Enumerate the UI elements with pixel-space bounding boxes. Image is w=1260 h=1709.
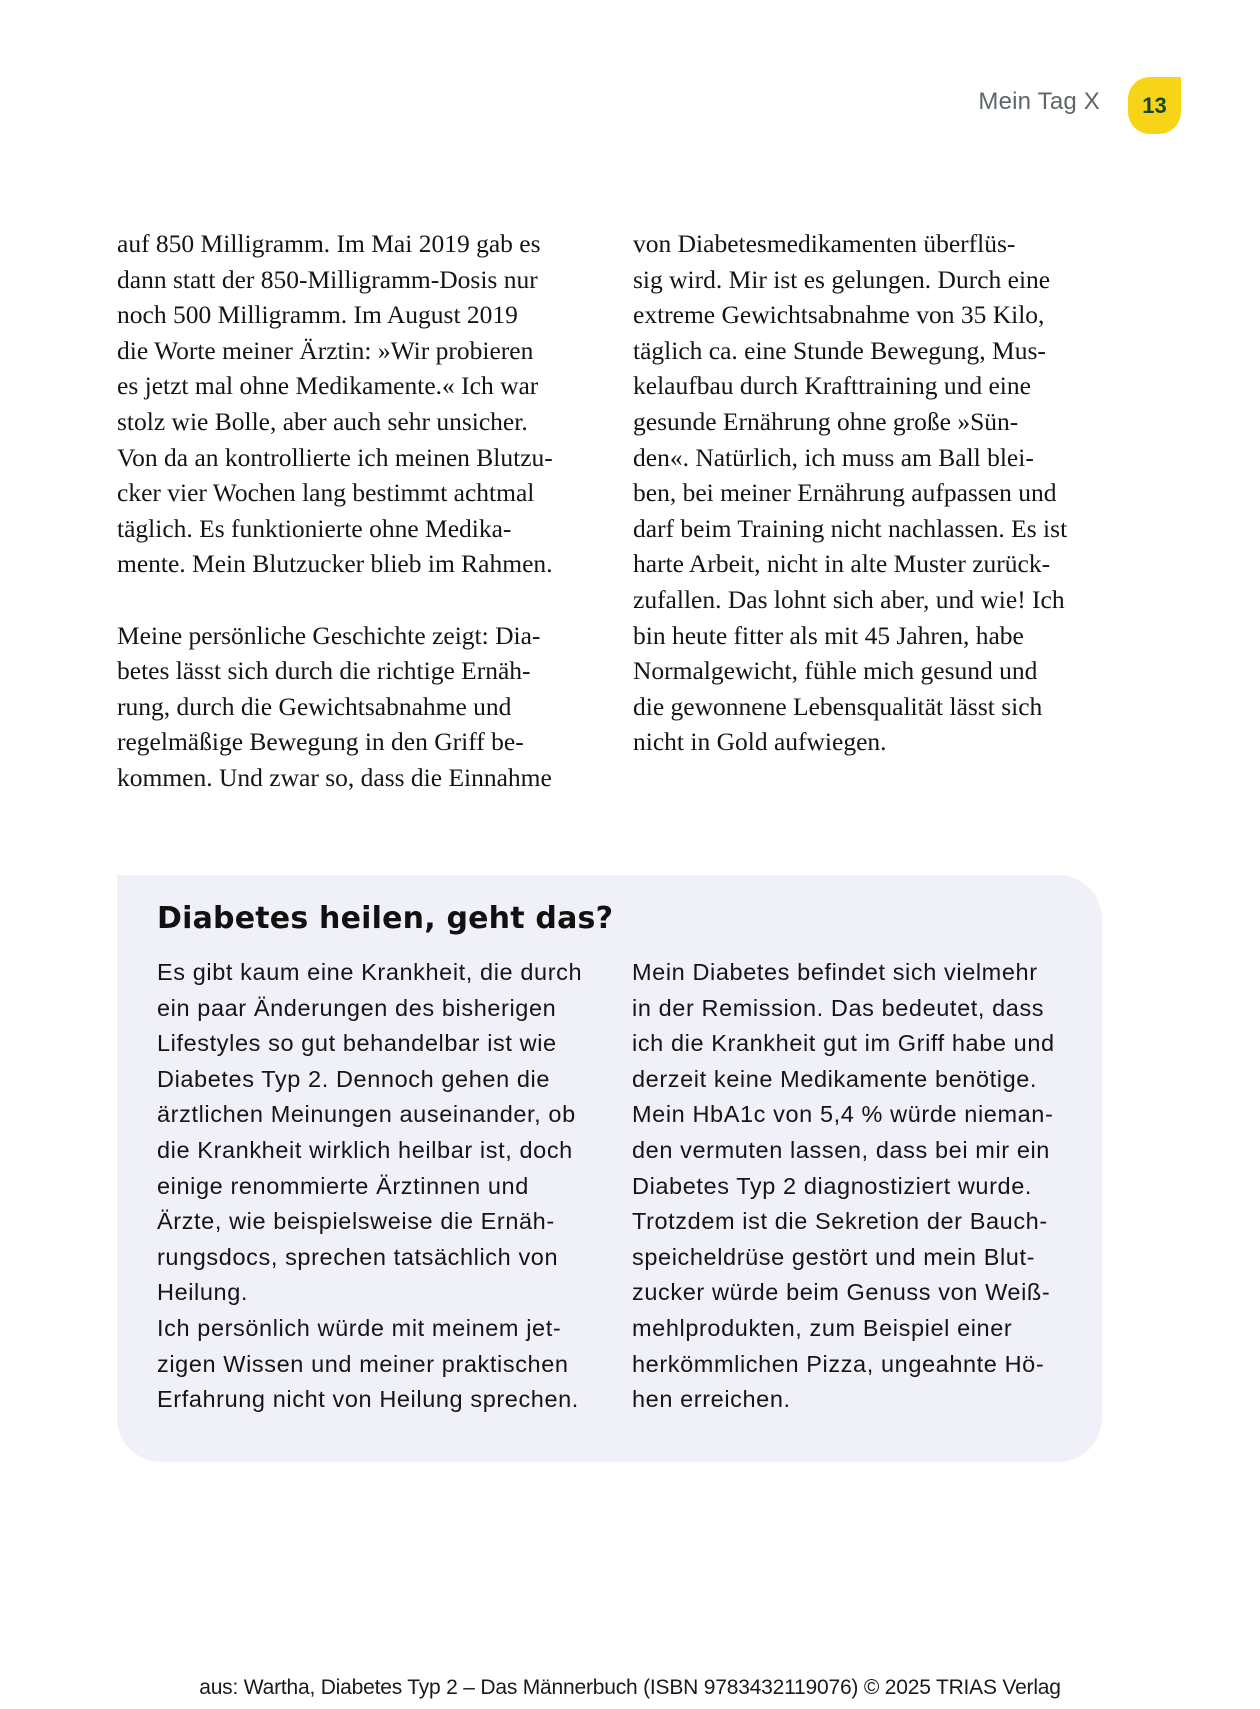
text-line: einige renommierte Ärztinnen und <box>157 1172 529 1199</box>
text-line: ärztlichen Meinungen auseinander, ob <box>157 1101 576 1128</box>
text-line: ben, bei meiner Ernährung aufpassen und <box>633 478 1057 508</box>
text-line: ein paar Änderungen des bisherigen <box>157 994 557 1021</box>
text-line: zufallen. Das lohnt sich aber, und wie! Ich <box>633 584 1065 614</box>
text-line: extreme Gewichtsabnahme von 35 Kilo, <box>633 300 1045 330</box>
text-line: Erfahrung nicht von Heilung sprechen. <box>157 1386 579 1413</box>
text-line: regelmäßige Bewegung in den Griff be- <box>117 727 524 757</box>
page-number: 13 <box>1142 92 1167 118</box>
text-line: kommen. Und zwar so, dass die Einnahme <box>117 762 552 792</box>
info-box <box>117 875 1102 1462</box>
text-line: Mein HbA1c von 5,4 % würde nieman- <box>632 1101 1054 1128</box>
info-box-column-right <box>632 955 1055 1418</box>
text-line: Ärzte, wie beispielsweise die Ernäh- <box>157 1208 555 1235</box>
footer-citation: aus: Wartha, Diabetes Typ 2 – Das Männerbuch (ISBN 9783432119076) © 2025 TRIAS Verlag <box>199 1676 1061 1699</box>
text-line: die Krankheit wirklich heilbar ist, doch <box>157 1136 573 1163</box>
text-line: Es gibt kaum eine Krankheit, die durch <box>157 959 583 985</box>
text-line: kelaufbau durch Krafttraining und eine <box>633 371 1031 401</box>
text-line: zucker würde beim Genuss von Weiß- <box>632 1279 1051 1306</box>
body-column-right <box>633 226 1067 760</box>
text-line: Heilung. <box>157 1279 249 1306</box>
text-line: Von da an kontrollierte ich meinen Blutzu- <box>117 442 553 472</box>
text-line: herkömmlichen Pizza, ungeahnte Hö- <box>632 1350 1045 1377</box>
text-line: Trotzdem ist die Sekretion der Bauch- <box>632 1208 1048 1235</box>
text-line: die gewonnene Lebensqualität lässt sich <box>633 691 1043 721</box>
info-box-column-left <box>157 955 582 1418</box>
text-line: hen erreichen. <box>632 1386 791 1413</box>
text-line: noch 500 Milligramm. Im August 2019 <box>117 300 518 330</box>
text-line: rung, durch die Gewichtsabnahme und <box>117 691 512 721</box>
text-line: darf beim Training nicht nachlassen. Es ist <box>633 513 1068 543</box>
text-line: von Diabetesmedikamenten überflüs- <box>633 229 1016 258</box>
text-line: mehlprodukten, zum Beispiel einer <box>632 1314 1013 1341</box>
paragraph <box>117 226 553 582</box>
text-line: auf 850 Milligramm. Im Mai 2019 gab es <box>117 229 541 258</box>
text-line: zigen Wissen und meiner praktischen <box>157 1350 569 1377</box>
info-box-title: Diabetes heilen, geht das? <box>157 901 614 936</box>
text-line: den«. Natürlich, ich muss am Ball blei- <box>633 442 1034 472</box>
text-line: es jetzt mal ohne Medikamente.« Ich war <box>117 371 539 401</box>
text-line: Mein Diabetes befindet sich vielmehr <box>632 959 1038 985</box>
text-line: täglich. Es funktionierte ohne Medika- <box>117 513 512 543</box>
running-head-title: Mein Tag X <box>978 88 1100 115</box>
text-line: Diabetes Typ 2. Dennoch gehen die <box>157 1065 551 1092</box>
text-line: nicht in Gold aufwiegen. <box>633 727 887 757</box>
text-line: rungsdocs, sprechen tatsächlich von <box>157 1243 559 1270</box>
text-line: Ich persönlich würde mit meinem jet- <box>157 1314 562 1341</box>
page-number-badge <box>1128 77 1181 134</box>
text-line: stolz wie Bolle, aber auch sehr unsicher. <box>117 406 528 436</box>
text-line: cker vier Wochen lang bestimmt achtmal <box>117 478 535 508</box>
text-line: gesunde Ernährung ohne große »Sün- <box>633 406 1019 436</box>
text-line: sig wird. Mir ist es gelungen. Durch eine <box>633 264 1051 294</box>
text-line: dann statt der 850-Milligramm-Dosis nur <box>117 264 538 294</box>
text-line: die Worte meiner Ärztin: »Wir probieren <box>117 335 534 365</box>
text-line: in der Remission. Das bedeutet, dass <box>632 994 1045 1021</box>
text-line: Diabetes Typ 2 diagnostiziert wurde. <box>632 1172 1032 1199</box>
text-line: betes lässt sich durch die richtige Ernäh- <box>117 656 531 686</box>
text-line: bin heute fitter als mit 45 Jahren, habe <box>633 620 1024 650</box>
text-line: Normalgewicht, fühle mich gesund und <box>633 656 1038 686</box>
text-line: täglich ca. eine Stunde Bewegung, Mus- <box>633 335 1046 365</box>
text-line: Meine persönliche Geschichte zeigt: Dia- <box>117 620 541 650</box>
text-line: derzeit keine Medikamente benötige. <box>632 1065 1038 1092</box>
body-column-left <box>117 226 553 796</box>
text-line: speicheldrüse gestört und mein Blut- <box>632 1243 1036 1270</box>
paragraph <box>633 226 1067 760</box>
paragraph <box>117 618 553 796</box>
text-line: harte Arbeit, nicht in alte Muster zurück- <box>633 549 1051 579</box>
text-line: den vermuten lassen, dass bei mir ein <box>632 1136 1050 1163</box>
text-line: ich die Krankheit gut im Griff habe und <box>632 1030 1055 1057</box>
text-line: Lifestyles so gut behandelbar ist wie <box>157 1030 557 1057</box>
text-line: mente. Mein Blutzucker blieb im Rahmen. <box>117 549 553 579</box>
